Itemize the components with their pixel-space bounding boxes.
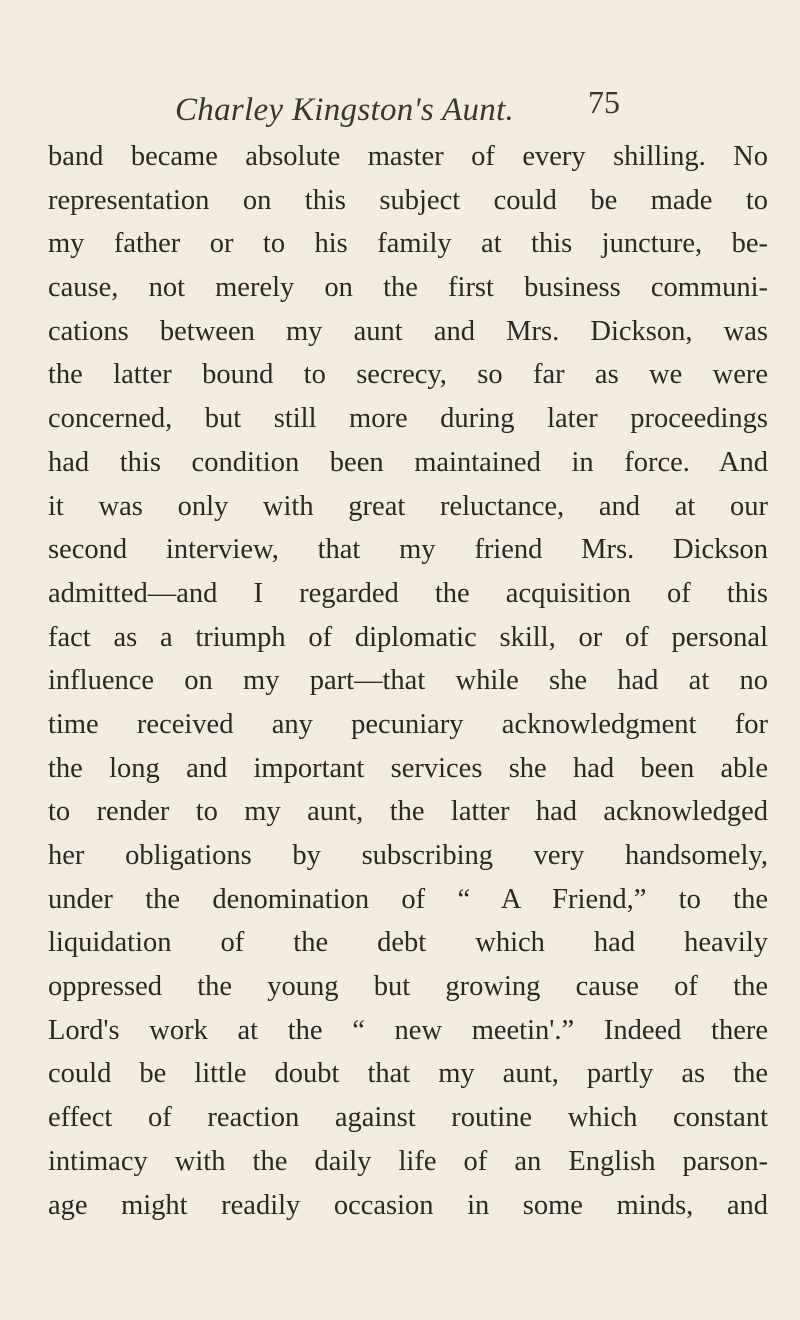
text-line: liquidation of the debt which had heavily [48,927,768,959]
text-line: effect of reaction against routine which constant [48,1102,768,1134]
text-line: band became absolute master of every shilling. No [48,141,768,172]
text-line: the long and important services she had been able [48,752,768,784]
text-line: age might readily occasion in some minds, and [48,1189,768,1221]
text-line: admitted—and I regarded the acquisition of this [48,577,768,609]
text-line: the latter bound to secrecy, so far as we were [48,359,768,391]
text-line: influence on my part—that while she had at no [48,665,768,697]
text-line: had this condition been maintained in force. And [48,446,768,478]
text-line: her obligations by subscribing very handsomely, [48,840,768,871]
text-line: cause, not merely on the first business communi- [48,272,768,304]
text-line: cations between my aunt and Mrs. Dickson, was [48,315,768,347]
page-number: 75 [588,84,620,120]
text-line: it was only with great reluctance, and at our [48,490,768,522]
text-line: Lord's work at the “ new meetin'.” Indeed there [48,1014,768,1046]
text-line: intimacy with the daily life of an English parson- [48,1145,768,1177]
text-line: oppressed the young but growing cause of the [48,971,768,1003]
running-title: Charley Kingston's Aunt. [175,92,515,128]
text-line: my father or to his family at this juncture, be- [48,228,768,260]
text-line: second interview, that my friend Mrs. Dickson [48,534,768,566]
body-text [48,135,768,1227]
text-line: time received any pecuniary acknowledgment for [48,708,768,740]
text-line: could be little doubt that my aunt, partly as the [48,1058,768,1090]
text-line: representation on this subject could be made to [48,184,768,216]
text-line: concerned, but still more during later proceedings [48,403,768,435]
text-line: under the denomination of “ A Friend,” to the [48,883,768,915]
text-line: to render to my aunt, the latter had acknowledged [48,796,768,828]
text-line: fact as a triumph of diplomatic skill, or of personal [48,621,768,653]
